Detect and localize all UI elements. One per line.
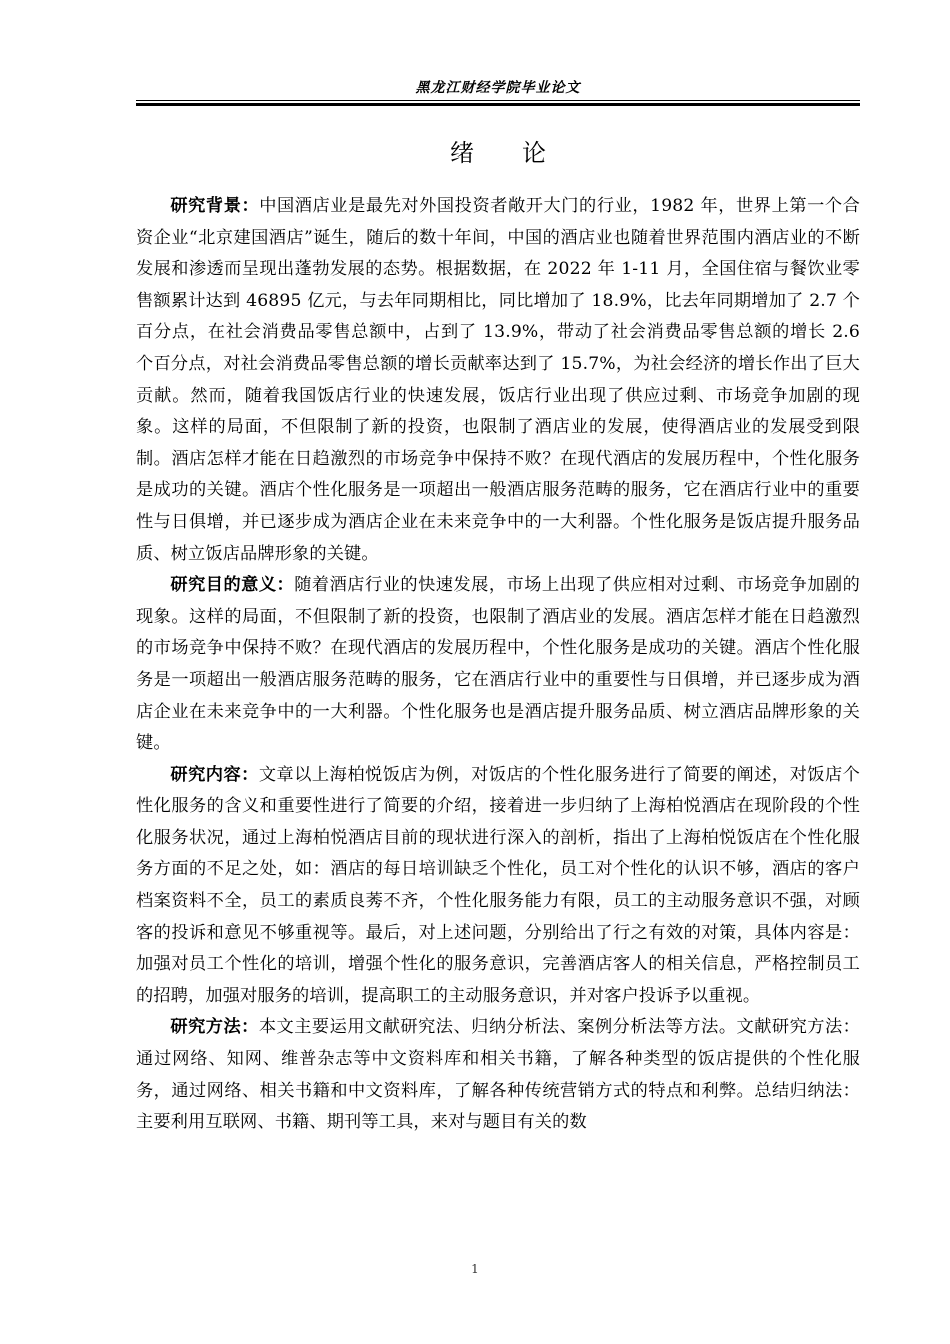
paragraph-text: 文章以上海柏悦饭店为例，对饭店的个性化服务进行了简要的阐述，对饭店个性化服务的含义和重要性进行了简要的介绍，接着进一步归纳了上海柏悦酒店在现阶段的个性化服务状况，通过上海柏悦酒店目前的现状进行深入的剖析，指出了上海柏悦饭店在个性化服务方面的不足之处，如：酒店的每日培训缺乏个性化，员工对个性化的认识不够，酒店的客户档案资料不全，员工的素质良莠不齐，个性化服务能力有限，员工的主动服务意识不强，对顾客的投诉和意见不够重视等。最后，对上述问题，分别给出了行之有效的对策，具体内容是：加强对员工个性化的培训，增强个性化的服务意识，完善酒店客人的相关信息，严格控制员工的招聘，加强对服务的培训，提高职工的主动服务意识，并对客户投诉予以重视。: [136, 764, 860, 1006]
paragraph-research-background: [136, 191, 860, 570]
section-title: [136, 137, 860, 169]
paragraph-lead: 研究背景：: [170, 196, 260, 216]
paragraph-research-method: [136, 1012, 860, 1138]
page-number: 1: [471, 1262, 479, 1276]
paragraph-research-purpose: [136, 570, 860, 760]
body-text: [136, 191, 860, 1139]
section-title-char-1: 绪: [450, 139, 474, 167]
paragraph-text: 随着酒店行业的快速发展，市场上出现了供应相对过剩、市场竞争加剧的现象。这样的局面，不但限制了新的投资，也限制了酒店业的发展。酒店怎样才能在日趋激烈的市场竞争中保持不败？在现代酒店的发展历程中，个性化服务是成功的关键。酒店个性化服务是一项超出一般酒店服务范畴的服务，它在酒店行业中的重要性与日俱增，并已逐步成为酒店企业在未来竞争中的一大利器。个性化服务也是酒店提升服务品质、树立酒店品牌形象的关键。: [136, 575, 860, 754]
paragraph-text: 中国酒店业是最先对外国投资者敞开大门的行业，1982 年，世界上第一个合资企业“北京建国酒店”诞生，随后的数十年间，中国的酒店业也随着世界范围内酒店业的不断发展和渗透而呈现出蓬勃发展的态势。根据数据，在 2022 年 1-11 月，全国住宿与餐饮业零售额累计达到 46895 亿元，与去年同期相比，同比增加了 18.9%，比去年同期增加了 2.7 个百分点，在社会消费品零售总额中，占到了 13.9%，带动了社会消费品零售总额的增长 2.6 个百分点，对社会消费品零售总额的增长贡献率达到了 15.7%，为社会经济的增长作出了巨大贡献。然而，随着我国饭店行业的快速发展，饭店行业出现了供应过剩、市场竞争加剧的现象。这样的局面，不但限制了新的投资，也限制了酒店业的发展，使得酒店业的发展受到限制。酒店怎样才能在日趋激烈的市场竞争中保持不败？在现代酒店的发展历程中，个性化服务是成功的关键。酒店个性化服务是一项超出一般酒店服务范畴的服务，它在酒店行业中的重要性与日俱增，并已逐步成为酒店企业在未来竞争中的一大利器。个性化服务是饭店提升服务品质、树立饭店品牌形象的关键。: [136, 196, 860, 564]
paragraph-text: 本文主要运用文献研究法、归纳分析法、案例分析法等方法。文献研究方法：通过网络、知网、维普杂志等中文资料库和相关书籍，了解各种类型的饭店提供的个性化服务，通过网络、相关书籍和中文资料库，了解各种传统营销方式的特点和利弊。总结归纳法：主要利用互联网、书籍、期刊等工具，来对与题目有关的数: [136, 1017, 860, 1133]
paragraph-lead: 研究方法：: [170, 1017, 259, 1038]
section-title-char-2: 论: [522, 139, 546, 167]
page-footer: [0, 1261, 950, 1277]
paragraph-lead: 研究内容：: [170, 764, 259, 785]
header-title: 黑龙江财经学院毕业论文: [415, 80, 581, 96]
paragraph-lead: 研究目的意义：: [170, 575, 295, 596]
paragraph-research-content: [136, 760, 860, 1013]
header-rule-thin: [136, 100, 860, 101]
header-rule-thick: [136, 103, 860, 106]
page-header: [136, 78, 860, 98]
